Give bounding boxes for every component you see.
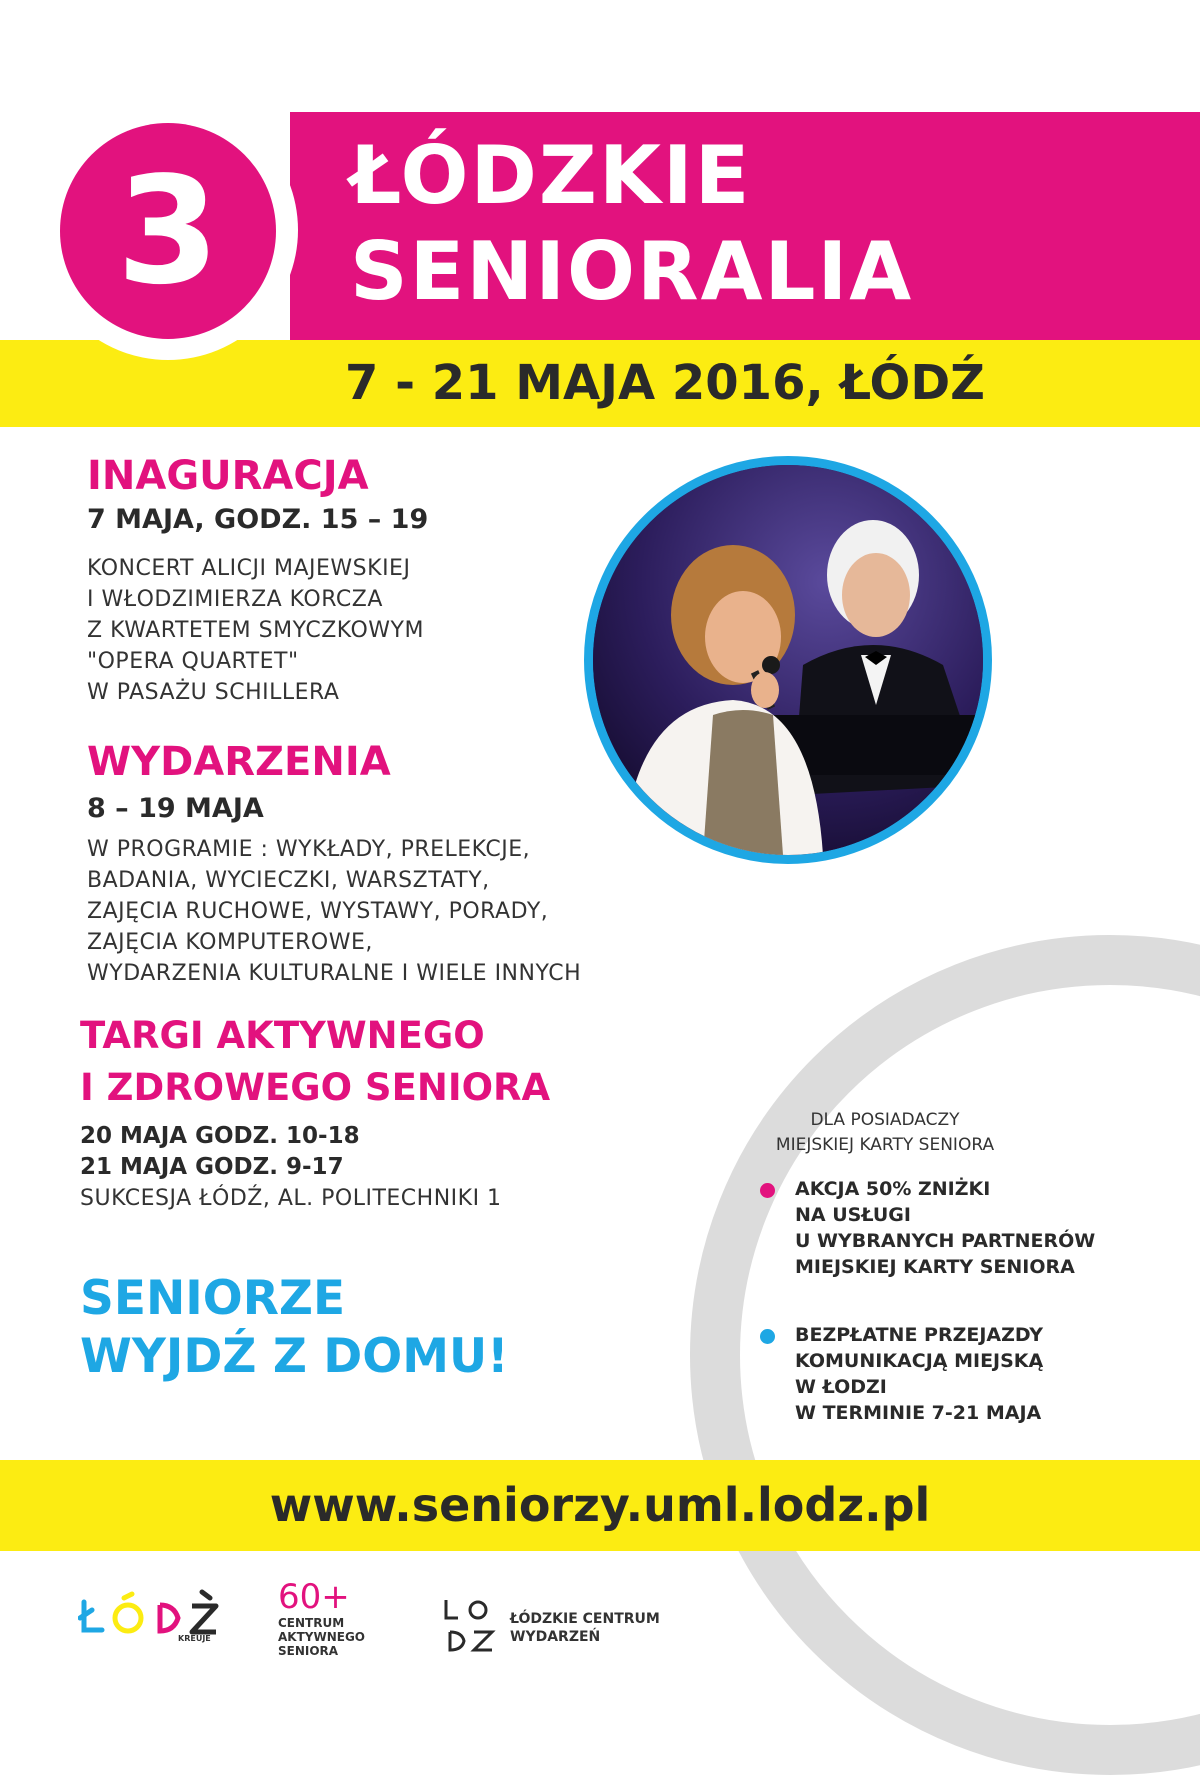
events-line: ZAJĘCIA RUCHOWE, WYSTAWY, PORADY, <box>87 899 549 924</box>
website-link[interactable]: www.seniorzy.uml.lodz.pl <box>269 1478 931 1532</box>
lodz-kreuje-logo <box>78 1588 228 1652</box>
blue-bullet-icon <box>760 1329 775 1344</box>
transport-bullet <box>795 1322 1043 1426</box>
pink-bullet-icon <box>760 1183 775 1198</box>
lcw-line-1: ŁÓDZKIE CENTRUM <box>510 1611 660 1627</box>
performers-photo <box>584 456 992 864</box>
inauguration-line: W PASAŻU SCHILLERA <box>87 680 340 705</box>
discount-line: U WYBRANYCH PARTNERÓW <box>795 1230 1096 1252</box>
transport-line: KOMUNIKACJĄ MIEJSKĄ <box>795 1350 1044 1372</box>
lcw-logo-icon <box>440 1594 500 1656</box>
centrum-aktywnego-seniora-logo <box>278 1578 365 1658</box>
kreuje-label: KREUJE <box>178 1634 211 1643</box>
inauguration-line: I WŁODZIMIERZA KORCZA <box>87 587 383 612</box>
discount-bullet <box>795 1176 1095 1280</box>
transport-line: BEZPŁATNE PRZEJAZDY <box>795 1324 1044 1346</box>
fair-heading-line-2: I ZDROWEGO SENIORA <box>80 1066 551 1109</box>
centrum-line-1: CENTRUM <box>278 1616 345 1630</box>
centrum-line-2: AKTYWNEGO <box>278 1630 365 1644</box>
events-line: W PROGRAMIE : WYKŁADY, PRELEKCJE, <box>87 837 531 862</box>
events-when: 8 – 19 MAJA <box>87 793 264 824</box>
edition-number: 3 <box>60 123 276 339</box>
lodzkie-centrum-wydarzen-logo <box>440 1594 660 1660</box>
inauguration-line: KONCERT ALICJI MAJEWSKIEJ <box>87 556 411 581</box>
events-line: ZAJĘCIA KOMPUTEROWE, <box>87 930 373 955</box>
inauguration-line: "OPERA QUARTET" <box>87 649 299 674</box>
card-intro-line-2: MIEJSKIEJ KARTY SENIORA <box>775 1135 995 1155</box>
performers-photo-illustration <box>593 465 983 855</box>
fair-place: SUKCESJA ŁÓDŹ, AL. POLITECHNIKI 1 <box>80 1186 502 1211</box>
sixty-plus-label: 60+ <box>278 1577 350 1617</box>
event-dates: 7 - 21 MAJA 2016, ŁÓDŹ <box>345 355 985 411</box>
inauguration-when: 7 MAJA, GODZ. 15 – 19 <box>87 504 429 535</box>
fair-details <box>80 1121 502 1214</box>
card-intro-line-1: DLA POSIADACZY <box>810 1110 960 1130</box>
card-intro <box>760 1108 1010 1158</box>
events-description <box>87 834 581 989</box>
transport-line: W ŁODZI <box>795 1376 887 1398</box>
transport-line: W TERMINIE 7-21 MAJA <box>795 1402 1042 1424</box>
inauguration-heading: INAGURACJA <box>87 453 369 499</box>
inauguration-description <box>87 553 424 708</box>
fair-day-1: 20 MAJA GODZ. 10-18 <box>80 1123 360 1149</box>
fair-heading <box>80 1010 550 1114</box>
lcw-text <box>510 1610 660 1646</box>
event-title <box>350 128 913 320</box>
slogan-line-1: SENIORZE <box>80 1271 346 1326</box>
events-heading: WYDARZENIA <box>87 739 391 785</box>
events-line: WYDARZENIA KULTURALNE I WIELE INNYCH <box>87 961 582 986</box>
fair-heading-line-1: TARGI AKTYWNEGO <box>80 1014 485 1057</box>
events-line: BADANIA, WYCIECZKI, WARSZTATY, <box>87 868 490 893</box>
slogan <box>80 1270 509 1386</box>
discount-line: AKCJA 50% ZNIŻKI <box>795 1178 991 1200</box>
fair-day-2: 21 MAJA GODZ. 9-17 <box>80 1154 344 1180</box>
slogan-line-2: WYJDŹ Z DOMU! <box>80 1329 509 1384</box>
title-line-2: SENIORALIA <box>350 225 914 318</box>
title-line-1: ŁÓDZKIE <box>350 129 752 222</box>
discount-line: NA USŁUGI <box>795 1204 911 1226</box>
inauguration-line: Z KWARTETEM SMYCZKOWYM <box>87 618 424 643</box>
centrum-line-3: SENIORA <box>278 1644 339 1658</box>
lcw-line-2: WYDARZEŃ <box>510 1629 601 1645</box>
discount-line: MIEJSKIEJ KARTY SENIORA <box>795 1256 1075 1278</box>
